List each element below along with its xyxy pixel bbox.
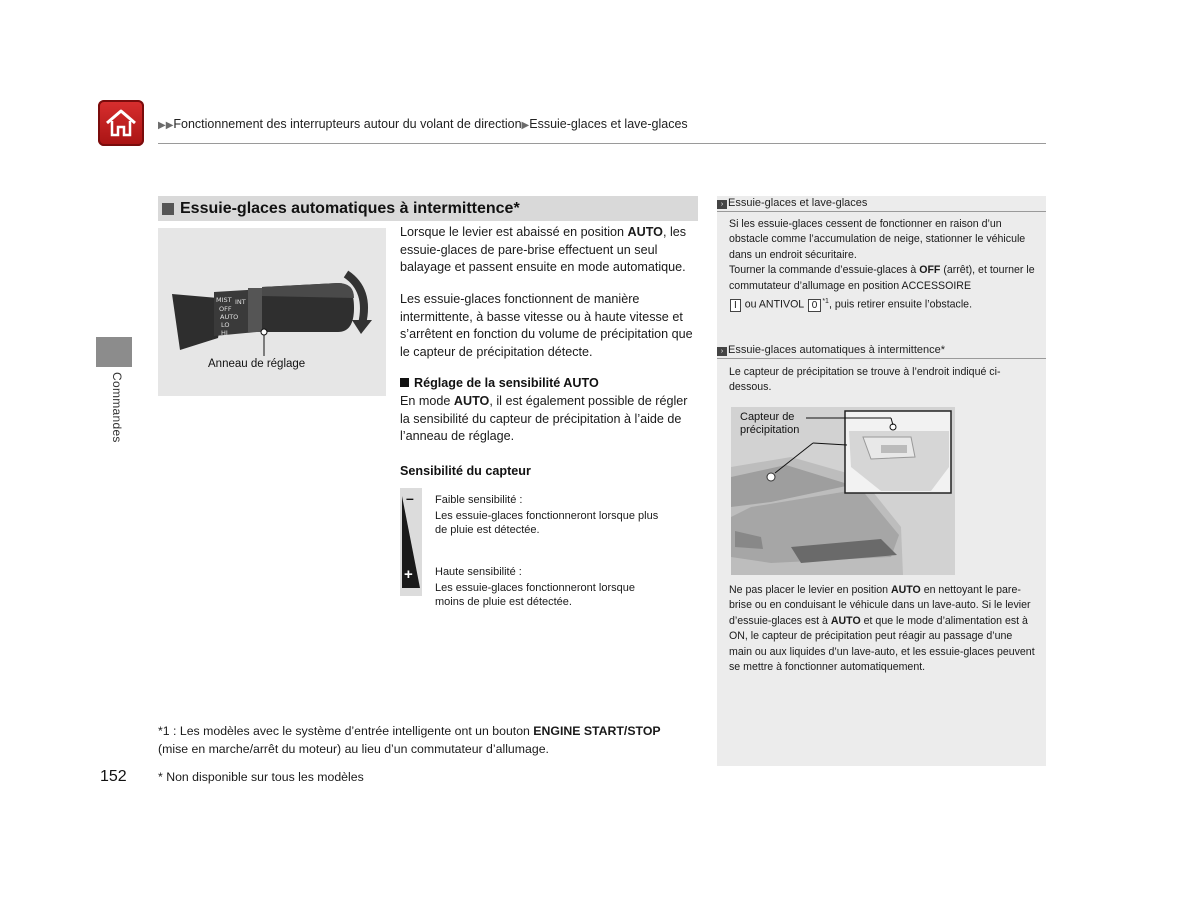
lever-mark-int: INT xyxy=(235,298,246,306)
lever-mark-auto: AUTO xyxy=(220,313,239,321)
sensitivity-paragraph: En mode AUTO, il est également possible de régler la sensibilité du capteur de précipitation à l’aide de l’anneau de réglage. xyxy=(400,394,688,444)
rain-sensor-illustration xyxy=(731,407,955,575)
home-icon xyxy=(104,107,138,139)
header-divider xyxy=(158,143,1046,144)
section-square-icon xyxy=(162,203,174,215)
breadcrumb-arrow-icon: ▶▶ xyxy=(158,120,174,131)
lock-key-icon: 0 xyxy=(808,299,822,312)
wiper-lever-image xyxy=(158,228,386,396)
note-1-text: Si les essuie-glaces cessent de fonctionner en raison d’un obstacle comme l’accumulation de neige, stationner le véhicule dans un endroit sécuritaire. Tourner la commande d’essuie-glaces à OFF (arrêt), et tourner le commutateur d’allumage en position ACCESSOIRE I ou ANTIVOL 0 $^{*1}$, puis retirer ensuite l’obstacle. xyxy=(729,218,1035,311)
note-icon: › xyxy=(717,347,727,356)
footnote-1: *1 : Les modèles avec le système d’entrée intelligente ont un bouton ENGINE START/STOP (mise en marche/arrêt du moteur) au lieu d’un commutateur d’allumage. xyxy=(158,724,661,756)
home-button[interactable] xyxy=(98,100,144,146)
note-2-title: › Essuie-glaces automatiques à intermittence* xyxy=(717,344,1046,359)
chapter-label: Commandes xyxy=(110,372,124,443)
sensitivity-scale xyxy=(400,488,422,596)
intro-paragraph: Lorsque le levier est abaissé en position AUTO, les essuie-glaces de pare-brise effectuent un seul balayage et passent ensuite en mode automatique. xyxy=(400,225,687,275)
sensitivity-subheading: Réglage de la sensibilité AUTO xyxy=(400,376,599,390)
chapter-tab[interactable] xyxy=(96,337,132,367)
note-2-warning: Ne pas placer le levier en position AUTO en nettoyant le pare-brise ou en conduisant le véhicule dans un lave-auto. Si le levier d’essuie-glaces est à AUTO et que le mode d’alimentation est à ON, le capteur de précipitation peut réagir au passage d’une main ou aux liquides d’un lave-auto, et les essuie-glaces peuvent se mettre à fonctionner automatiquement. xyxy=(729,584,1035,674)
breadcrumb xyxy=(158,117,688,131)
subhead-square-icon xyxy=(400,378,409,387)
adjustment-ring-label: Anneau de réglage xyxy=(208,358,306,370)
lever-mark-off: OFF xyxy=(219,305,232,313)
footnote-2: * Non disponible sur tous les modèles xyxy=(158,770,364,784)
note-icon: › xyxy=(717,200,727,209)
operation-paragraph: Les essuie-glaces fonctionnent de manière intermittente, à basse vitesse ou à haute vitesse et s’arrêtent en fonction du volume de précipitation que le capteur de précipitation détecte. xyxy=(400,292,693,359)
low-sensitivity-desc: Faible sensibilité : Les essuie-glaces fonctionneront lorsque plus de pluie est détectée. xyxy=(435,494,659,536)
note-1-title: › Essuie-glaces et lave-glaces xyxy=(717,197,1046,212)
section-heading xyxy=(158,196,698,221)
accessory-key-icon: I xyxy=(730,299,741,312)
rain-sensor-label: Capteur de précipitation xyxy=(740,411,800,436)
lever-illustration xyxy=(158,228,386,396)
lever-mark-hi: HI xyxy=(221,329,228,337)
breadcrumb-link-2[interactable]: Essuie-glaces et lave-glaces xyxy=(529,117,688,131)
plus-icon: + xyxy=(404,566,413,583)
breadcrumb-link-1[interactable]: Fonctionnement des interrupteurs autour du volant de direction xyxy=(173,117,522,131)
high-sensitivity-desc: Haute sensibilité : Les essuie-glaces fonctionneront lorsque moins de pluie est détectée. xyxy=(435,566,635,608)
page-number: 152 xyxy=(100,768,127,785)
lever-mark-lo: LO xyxy=(221,321,230,329)
breadcrumb-arrow-icon: ▶ xyxy=(521,120,530,131)
minus-icon: – xyxy=(406,490,414,506)
sensor-sensitivity-title: Sensibilité du capteur xyxy=(400,464,531,478)
note-2-intro: Le capteur de précipitation se trouve à l’endroit indiqué ci-dessous. xyxy=(729,366,1001,394)
section-title: Essuie-glaces automatiques à intermittence* xyxy=(180,199,520,217)
lever-mark-mist: MIST xyxy=(216,296,232,304)
